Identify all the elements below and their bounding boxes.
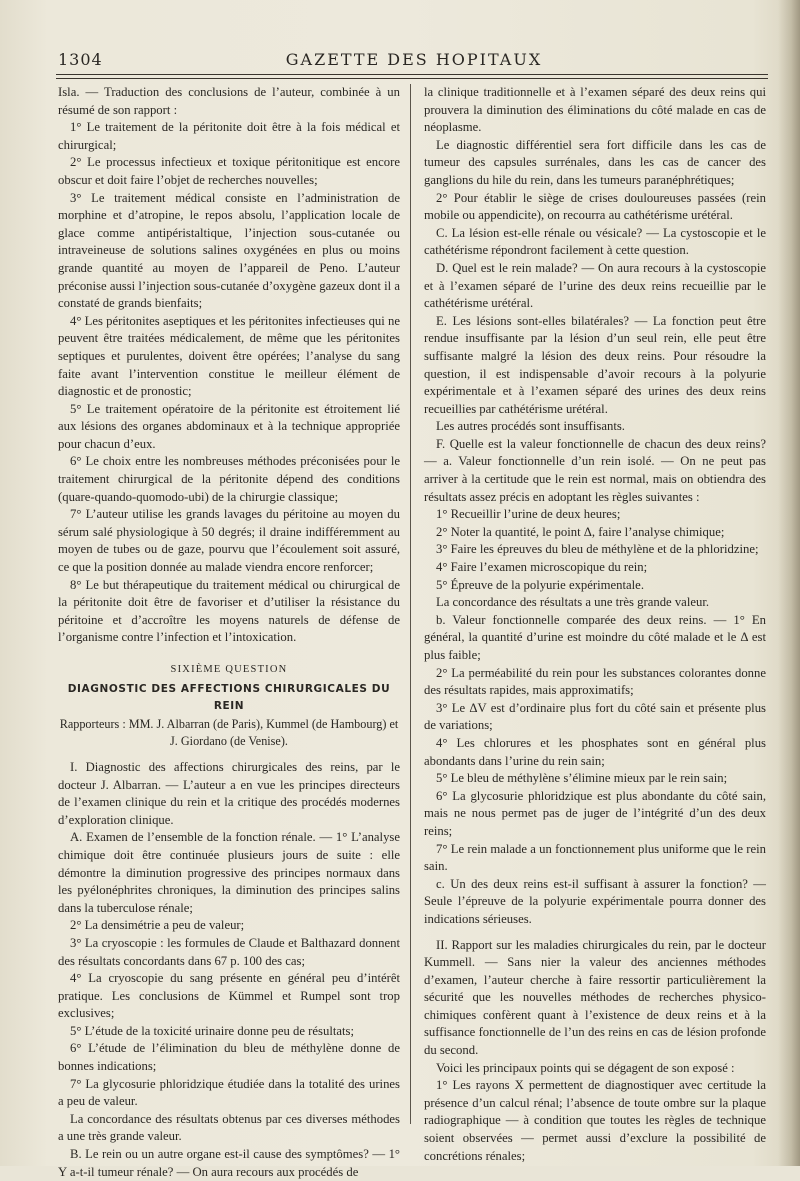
paragraph: 5° Épreuve de la polyurie expérimentale. bbox=[436, 577, 644, 592]
paragraph: 4° La cryoscopie du sang présente en général peu d’intérêt pratique. Les conclusions de Kümmel et Rumpel sont trop exclusives; bbox=[58, 971, 400, 1021]
paragraph: 3° La cryoscopie : les formules de Claude et Balthazard donnent des résultats concordants dans 67 p. 100 des cas; bbox=[58, 935, 400, 968]
right-column bbox=[424, 84, 766, 1165]
paragraph: II. Rapport sur les maladies chirurgicales du rein, par le docteur Kummell. — Sans nier la valeur des anciennes méthodes d’examen, l’auteur cherche à faire ressortir particulièrement la sécurité que les nouvelles méthodes de recherches physico-chimiques confèrent quant à l’existence de deux reins et à la suffisance fonctionnelle de l’un des reins en cas de lésion profonde du second. bbox=[424, 937, 766, 1058]
paragraph: 1° Le traitement de la péritonite doit être à la fois médical et chirurgical; bbox=[58, 120, 400, 152]
paragraph: I. Diagnostic des affections chirurgicales des reins, par le docteur J. Albarran. — L’auteur a en vue les principes directeurs de l’examen clinique du rein et la critique des procédés modernes d’exploration clinique. bbox=[58, 759, 400, 827]
paragraph: 5° Le traitement opératoire de la péritonite est étroitement lié aux lésions des organes abdominaux et à la technique appropriée pour chacun d’eux. bbox=[58, 401, 400, 451]
paragraph: B. Le rein ou un autre organe est-il cause des symptômes? — 1° Y a-t-il tumeur rénale? — On aura recours aux procédés de bbox=[58, 1147, 400, 1179]
paragraph: A. Examen de l’ensemble de la fonction rénale. — 1° L’analyse chimique doit être continuée plusieurs jours de suite : elle démontre la diminution progressive des principes normaux dans les pyélonéphrites chroniques, la diminution des principes salins dans la tuberculose rénale; bbox=[58, 830, 400, 915]
paragraph: F. Quelle est la valeur fonctionnelle de chacun des deux reins? — a. Valeur fonctionnelle d’un rein isolé. — On ne peut pas arriver à la certitude que le rein est normal, mais on obtiendra des résultats assez précis en adoptant les règles suivantes : bbox=[424, 436, 766, 504]
paragraph: 3° Le traitement médical consiste en l’administration de morphine et d’atropine, le repos absolu, l’application locale de glace comme antipéristaltique, l’injection sous-cutanée ou intraveineuse de solutions salines oxygénées en plus ou moins grande quantité au moyen de l’appareil de Peno. L’auteur préconise aussi l’injection sous-cutanée d’oxygène gazeux dont il a constaté de grands bienfaits; bbox=[58, 190, 400, 311]
paragraph: 2° La perméabilité du rein pour les substances colorantes donne des résultats rapides, mais approximatifs; bbox=[424, 665, 766, 698]
header-rule-thin bbox=[56, 78, 768, 79]
paragraph: 4° Faire l’examen microscopique du rein; bbox=[436, 560, 648, 575]
section-question-heading: SIXIÈME QUESTION bbox=[170, 664, 288, 675]
paragraph: La concordance des résultats obtenus par ces diverses méthodes a une très grande valeur. bbox=[58, 1111, 400, 1144]
paragraph: La concordance des résultats a une très grande valeur. bbox=[436, 595, 710, 610]
paragraph: 1° Recueillir l’urine de deux heures; bbox=[436, 507, 621, 522]
paragraph: 4° Les péritonites aseptiques et les péritonites infectieuses qui ne peuvent être traitées médicalement, de même que les péritonites septiques et purulentes, doivent être opérées; l’analyse du sang faite avant l’intervention constitue le meilleur élément de diagnostic et de pronostic; bbox=[58, 313, 400, 399]
column-divider bbox=[410, 84, 411, 1124]
paragraph: 8° Le but thérapeutique du traitement médical ou chirurgical de la péritonite doit être de favoriser et d’utiliser la résistance du péritoine et d’accroître les moyens naturels de défense de l’organisme contre l’infection et l’intoxication. bbox=[58, 577, 400, 645]
page-edge-shadow bbox=[778, 0, 800, 1166]
paragraph: C. La lésion est-elle rénale ou vésicale? — La cystoscopie et le cathétérisme répondront facilement à cette question. bbox=[424, 225, 766, 258]
page-header bbox=[58, 50, 770, 74]
paragraph: la clinique traditionnelle et à l’examen séparé des deux reins qui prouvera la diminution des éliminations du côté malade en cas de néoplasme. bbox=[424, 85, 766, 135]
header-rule-thick bbox=[56, 74, 768, 75]
paragraph: Les autres procédés sont insuffisants. bbox=[436, 419, 625, 434]
paragraph: E. Les lésions sont-elles bilatérales? — La fonction peut être rendue insuffisante par la lésion d’un seul rein, elle peut être suffisante malgré la lésion des deux reins. Pour résoudre la question, il est indispensable d’avoir recours à la polyurie expérimentale et à l’examen séparé des urines des deux reins recueillies par cathétérisme urétéral. bbox=[424, 313, 766, 416]
paragraph: 2° Le processus infectieux et toxique péritonitique est encore obscur et doit faire l’objet de recherches nouvelles; bbox=[58, 155, 400, 187]
paragraph: 2° Pour établir le siège de crises douloureuses passées (rein mobile ou appendicite), on recourra au cathétérisme urétéral. bbox=[424, 190, 766, 223]
paragraph: 3° Le ΔV est d’ordinaire plus fort du côté sain et présente plus de variations; bbox=[424, 700, 766, 733]
paragraph: 7° La glycosurie phloridzique étudiée dans la totalité des urines a peu de valeur. bbox=[58, 1076, 400, 1109]
paragraph: Isla. — Traduction des conclusions de l’auteur, combinée à un résumé de son rapport : bbox=[58, 85, 400, 117]
paragraph: 2° Noter la quantité, le point Δ, faire l’analyse chimique; bbox=[436, 524, 725, 539]
paragraph: 5° L’étude de la toxicité urinaire donne peu de résultats; bbox=[70, 1023, 354, 1038]
running-title: GAZETTE DES HOPITAUX bbox=[285, 50, 543, 69]
paragraph: 4° Les chlorures et les phosphates sont en général plus abondants dans l’urine du rein sain; bbox=[424, 735, 766, 768]
section-title: DIAGNOSTIC DES AFFECTIONS CHIRURGICALES DU REIN bbox=[67, 682, 391, 713]
left-column bbox=[58, 84, 400, 1181]
paragraph: c. Un des deux reins est-il suffisant à assurer la fonction? — Seule l’épreuve de la polyurie expérimentale pourra donner des indications sérieuses. bbox=[424, 876, 766, 926]
rapporteurs-line: Rapporteurs : MM. J. Albarran (de Paris), Kummel (de Hambourg) et J. Giordano (de Venise). bbox=[59, 716, 399, 749]
paragraph: 2° La densimétrie a peu de valeur; bbox=[70, 918, 245, 933]
paragraph: b. Valeur fonctionnelle comparée des deux reins. — 1° En général, la quantité d’urine est moindre du côté malade et le Δ est plus faible; bbox=[424, 612, 766, 662]
paragraph: 7° L’auteur utilise les grands lavages du péritoine au moyen du sérum salé physiologique à 50 degrés; il draine indifféremment au moyen de tubes ou de gaze, pourvu que l’écoulement soit assuré, ce que la position donnée au malade viendra encore renforcer; bbox=[58, 507, 400, 575]
page-number: 1304 bbox=[58, 50, 103, 69]
paragraph: 6° La glycosurie phloridzique est plus abondante du côté sain, mais ne nous permet pas de juger de l’intégrité d’un des deux reins; bbox=[424, 788, 766, 838]
paragraph: 7° Le rein malade a un fonctionnement plus uniforme que le rein sain. bbox=[424, 841, 766, 874]
paragraph: 1° Les rayons X permettent de diagnostiquer avec certitude la présence d’un calcul rénal; l’absence de toute ombre sur la plaque radiographique — à condition que toutes les règles de technique soient observées — permet aussi d’exclure la possibilité de concrétions rénales; bbox=[424, 1078, 766, 1163]
paragraph: D. Quel est le rein malade? — On aura recours à la cystoscopie et à l’examen séparé de l’urine des deux reins recueillie par le cathétérisme urétéral. bbox=[424, 260, 766, 311]
paragraph: 6° L’étude de l’élimination du bleu de méthylène donne de bonnes indications; bbox=[58, 1041, 400, 1074]
paragraph: 6° Le choix entre les nombreuses méthodes préconisées pour le traitement chirurgical de la péritonite dépend des conditions (quare-quando-quomodo-ubi) de la chirurgie classique; bbox=[58, 454, 400, 504]
paragraph: 5° Le bleu de méthylène s’élimine mieux par le rein sain; bbox=[436, 771, 728, 786]
paragraph: Voici les principaux points qui se dégagent de son exposé : bbox=[436, 1060, 735, 1075]
paragraph: Le diagnostic différentiel sera fort difficile dans les cas de tumeur des capsules surrénales, dans les cas de cancer des ganglions du hile du rein, dans les tumeurs paranéphrétiques; bbox=[424, 137, 766, 187]
paragraph: 3° Faire les épreuves du bleu de méthylène et de la phloridzine; bbox=[436, 542, 759, 557]
